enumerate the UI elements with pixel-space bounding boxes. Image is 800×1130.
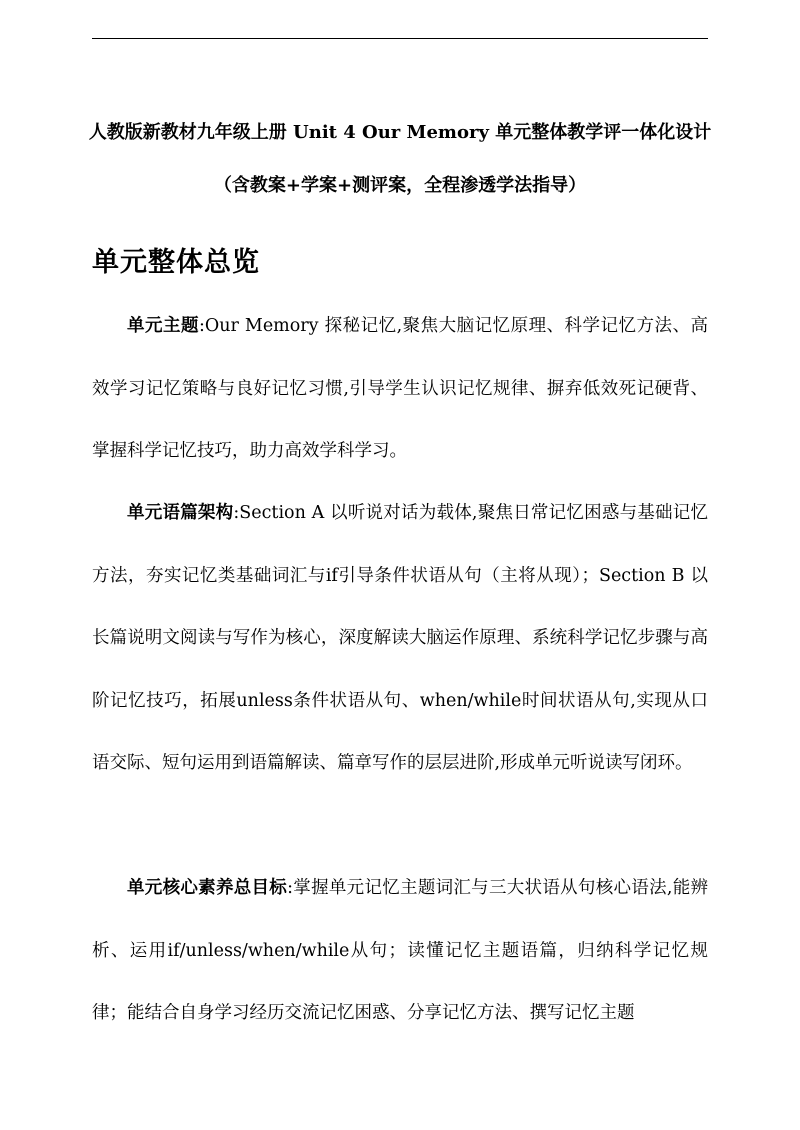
- paragraph-text: :Our Memory 探秘记忆,聚焦大脑记忆原理、科学记忆方法、高效学习记忆策略与良好记忆习惯,引导学生认识记忆规律、摒弃低效死记硬背、掌握科学记忆技巧，助力高效学科学习。: [92, 316, 708, 461]
- paragraph-label: 单元语篇架构: [127, 503, 234, 523]
- header-rule: [92, 38, 708, 39]
- document-title: 人教版新教材九年级上册 Unit 4 Our Memory 单元整体教学评一体化设计: [88, 122, 712, 143]
- paragraph-discourse-structure: [92, 482, 708, 795]
- document-subtitle: （含教案+学案+测评案，全程渗透学法指导）: [213, 175, 587, 196]
- paragraph-label: 单元核心素养总目标: [127, 878, 288, 898]
- paragraph-core-goals: [92, 857, 708, 1045]
- section-heading: 单元整体总览: [92, 247, 260, 278]
- paragraph-unit-theme: [92, 295, 708, 483]
- paragraph-label: 单元主题: [127, 316, 199, 336]
- paragraph-text: :Section A 以听说对话为载体,聚焦日常记忆困惑与基础记忆方法，夯实记忆类基础词汇与if引导条件状语从句（主将从现）；Section B 以长篇说明文阅读与写作为核心，深度解读大脑运作原理、系统科学记忆步骤与高阶记忆技巧，拓展unless条件状语从句、when/while时间状语从句,实现从口语交际、短句运用到语篇解读、篇章写作的层层进阶,形成单元听说读写闭环。: [92, 503, 708, 773]
- paragraph-text: :掌握单元记忆主题词汇与三大状语从句核心语法,能辨析、运用if/unless/when/while从句；读懂记忆主题语篇，归纳科学记忆规律；能结合自身学习经历交流记忆困惑、分享记忆方法、撰写记忆主题: [92, 878, 708, 1023]
